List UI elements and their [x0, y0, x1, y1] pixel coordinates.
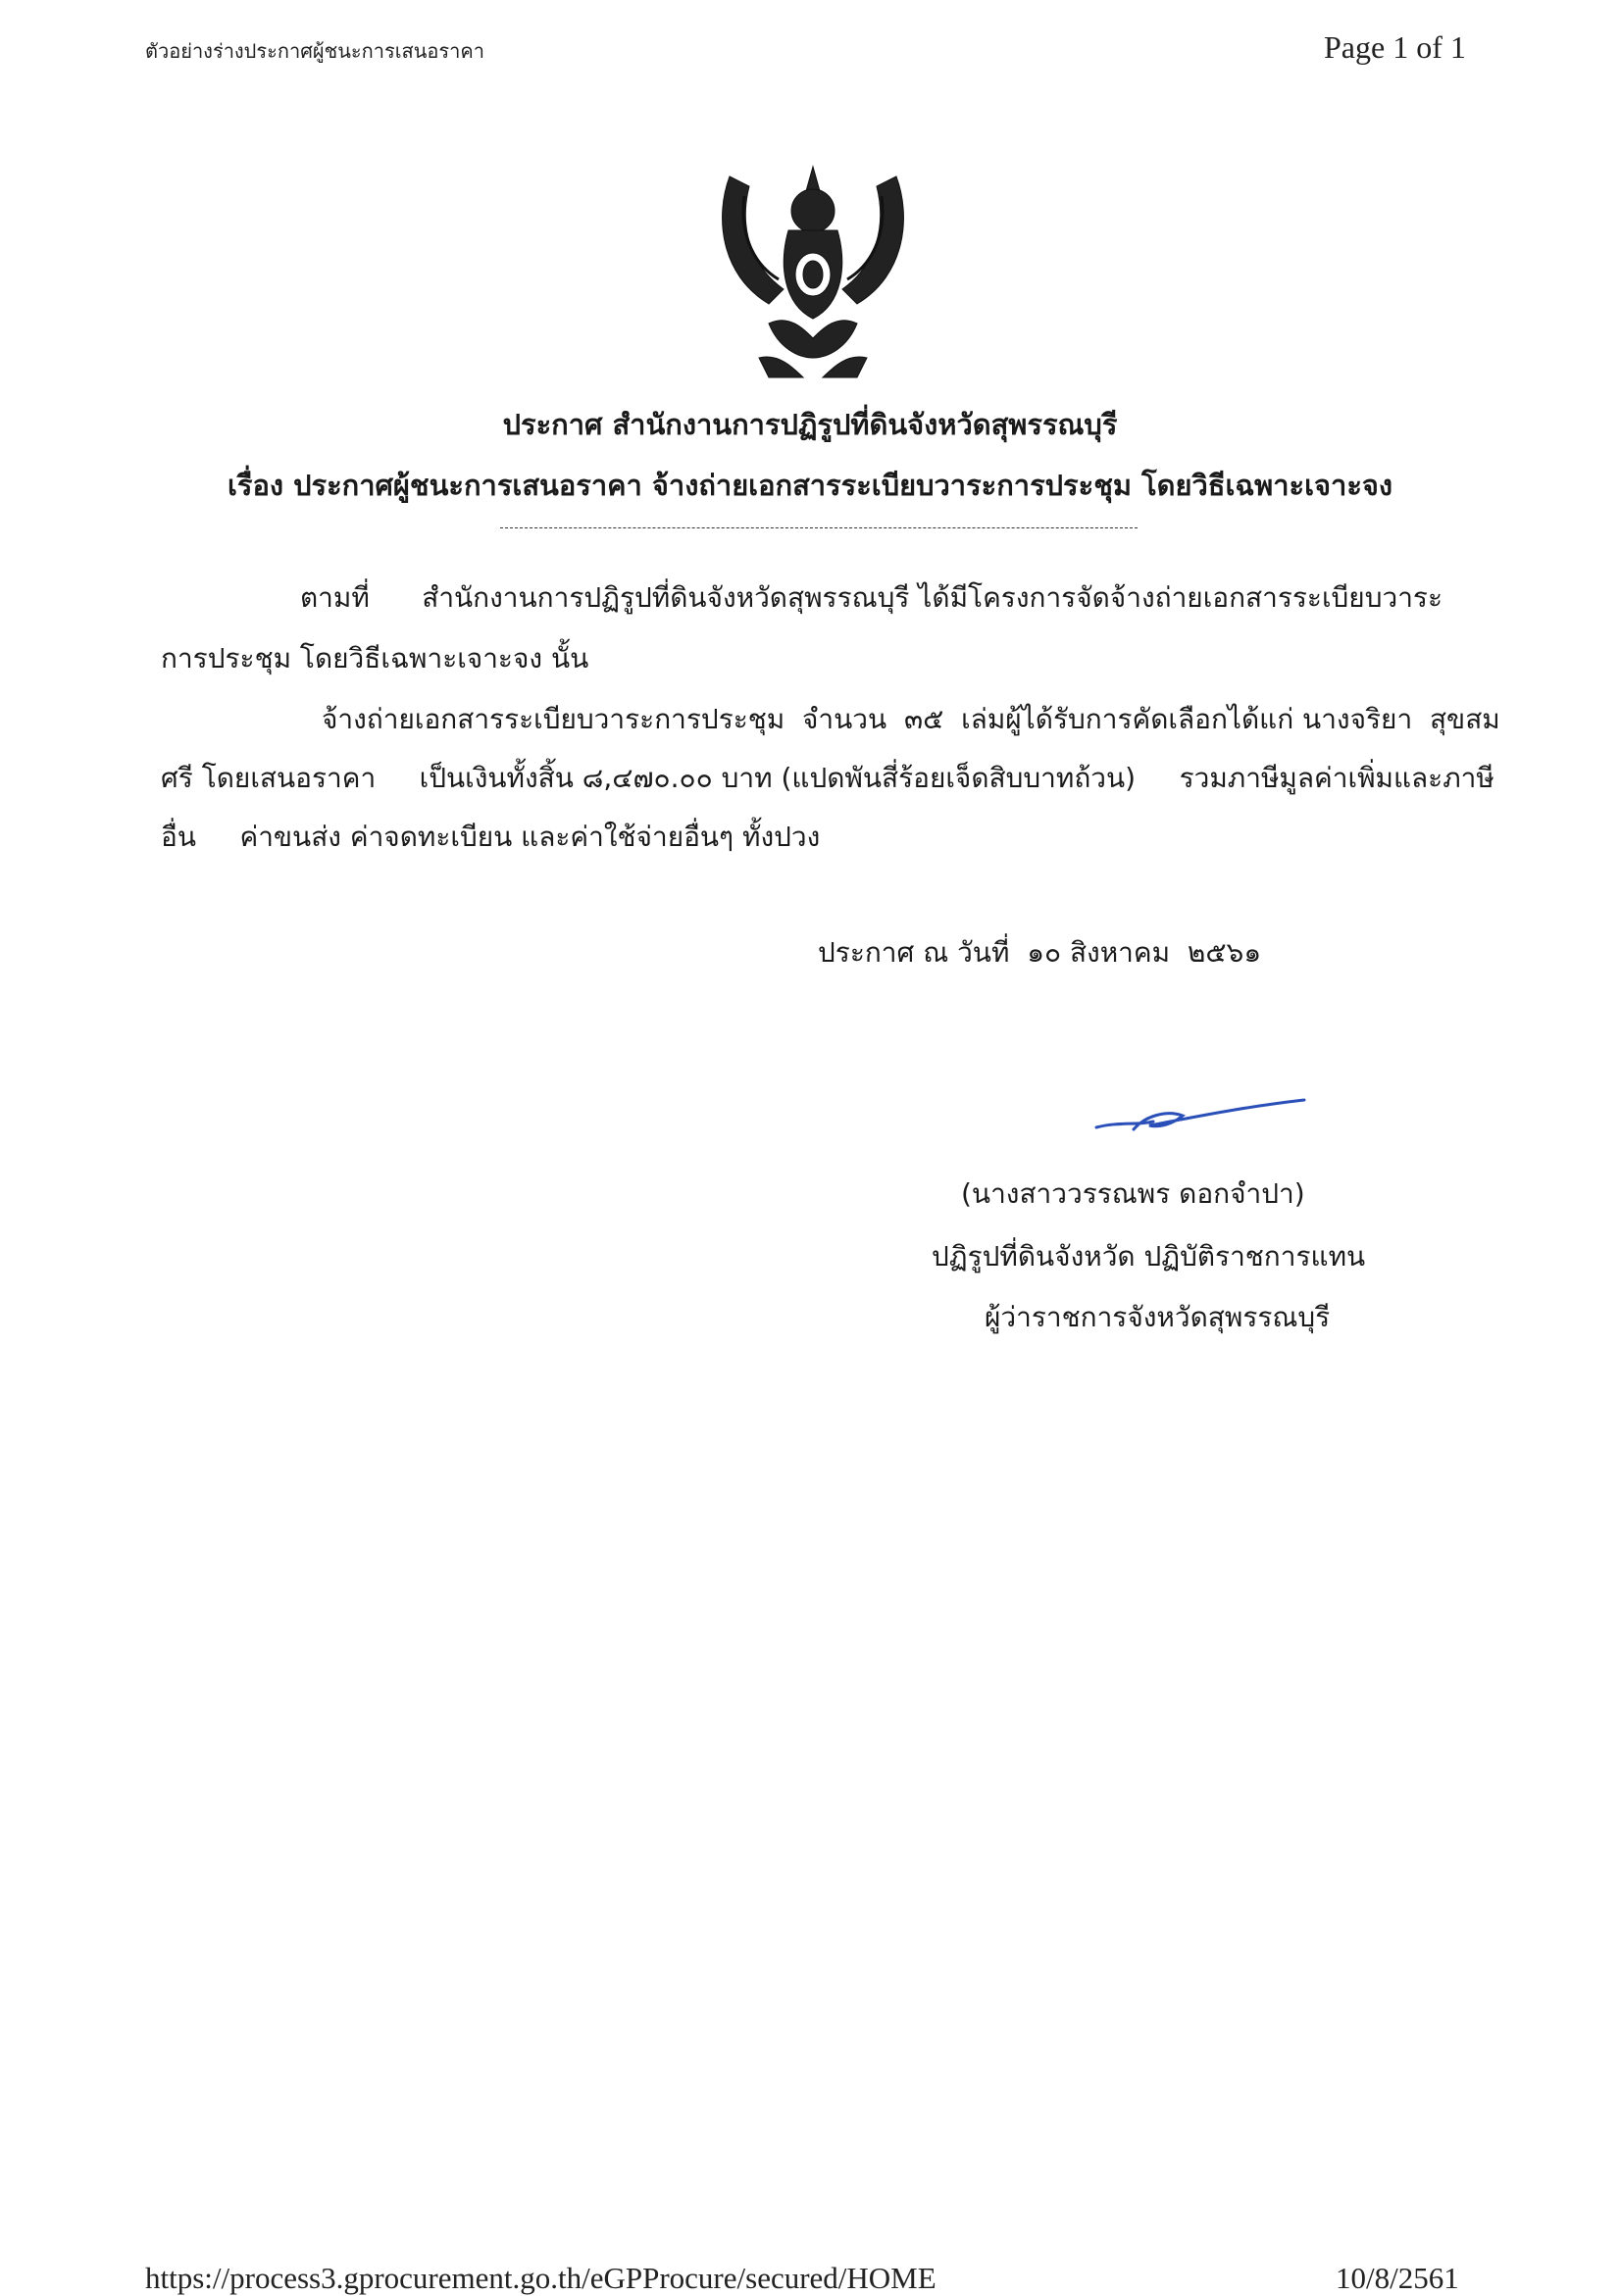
announcement-date: ประกาศ ณ วันที่ ๑๐ สิงหาคม ๒๕๖๑ [818, 936, 1262, 969]
garuda-emblem-icon [710, 157, 916, 392]
page-indicator: Page 1 of 1 [1324, 29, 1466, 65]
paragraph-2-line-1: จ้างถ่ายเอกสารระเบียบวาระการประชุม จำนวน ๓๕ เล่มผู้ได้รับการคัดเลือกได้แก่ นางจริยา สุขสม [322, 703, 1500, 735]
announcement-title: ประกาศ สำนักงานการปฏิรูปที่ดินจังหวัดสุพรรณบุรี [502, 408, 1118, 441]
paragraph-2-line-3: อื่น ค่าขนส่ง ค่าจดทะเบียน และค่าใช้จ่ายอื่นๆ ทั้งปวง [161, 821, 821, 853]
signature-image [1088, 1086, 1314, 1145]
announcement-subject: เรื่อง ประกาศผู้ชนะการเสนอราคา จ้างถ่ายเอกสารระเบียบวาระการประชุม โดยวิธีเฉพาะเจาะจง [227, 469, 1393, 502]
document-label: ตัวอย่างร่างประกาศผู้ชนะการเสนอราคา [145, 39, 484, 63]
signatory-authority: ผู้ว่าราชการจังหวัดสุพรรณบุรี [985, 1301, 1331, 1333]
footer-date: 10/8/2561 [1336, 2261, 1459, 2295]
signatory-name: (นางสาววรรณพร ดอกจำปา) [961, 1177, 1305, 1210]
title-divider [500, 527, 1138, 528]
paragraph-1-line-1: ตามที่ สำนักงานการปฏิรูปที่ดินจังหวัดสุพรรณบุรี ได้มีโครงการจัดจ้างถ่ายเอกสารระเบียบวาระ [300, 581, 1443, 614]
paragraph-2-line-2: ศรี โดยเสนอราคา เป็นเงินทั้งสิ้น ๘,๔๗๐.๐๐ บาท (แปดพันสี่ร้อยเจ็ดสิบบาทถ้วน) รวมภาษีมูลค่าเพิ่มและภาษี [161, 762, 1494, 794]
footer-url: https://process3.gprocurement.go.th/eGPProcure/secured/HOME [145, 2261, 937, 2295]
signatory-position: ปฏิรูปที่ดินจังหวัด ปฏิบัติราชการแทน [932, 1240, 1366, 1273]
paragraph-1-line-2: การประชุม โดยวิธีเฉพาะเจาะจง นั้น [161, 642, 589, 674]
